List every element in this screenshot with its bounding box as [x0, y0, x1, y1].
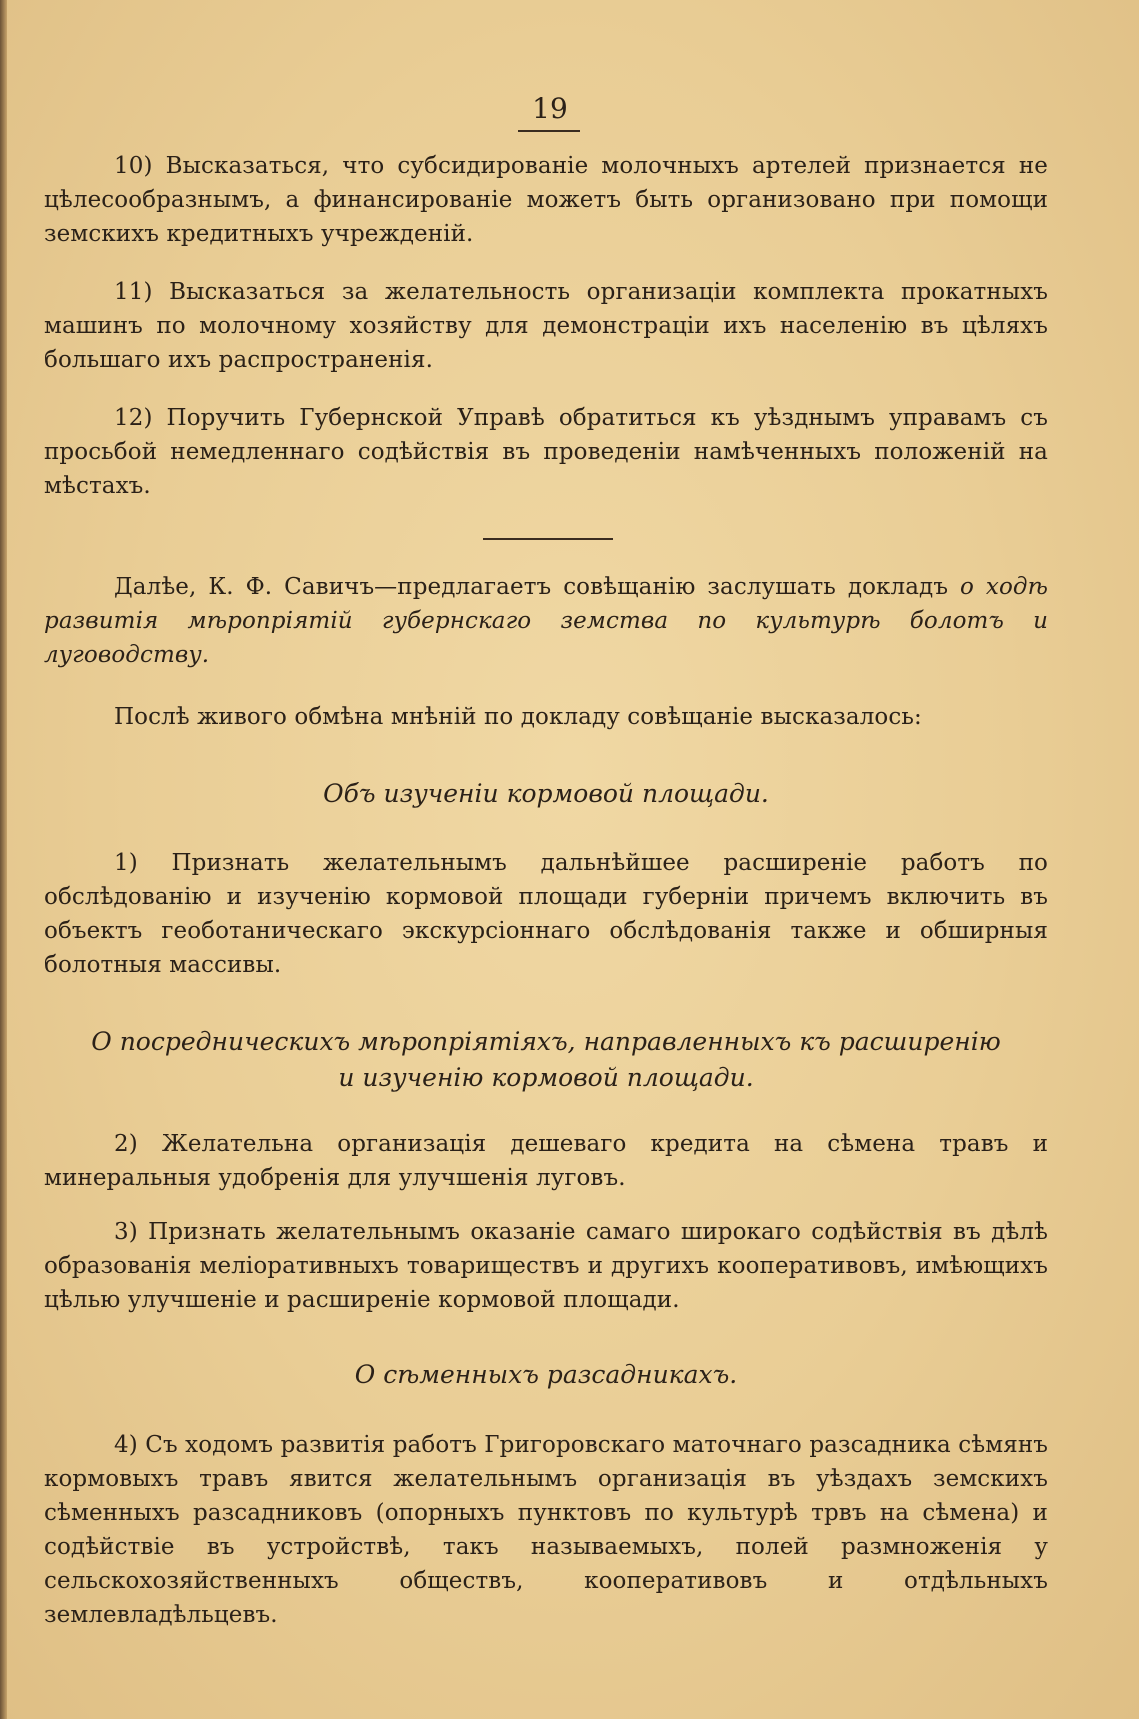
section-divider: [483, 538, 613, 540]
section-heading-intermediary-measures: [44, 1024, 1048, 1096]
page-left-edge: [0, 0, 7, 1719]
page-number-underline: [518, 130, 580, 132]
section-heading-line-2: и изученію кормовой площади.: [338, 1063, 754, 1092]
proposal-paragraph: [44, 570, 1048, 672]
discussion-paragraph: Послѣ живого обмѣна мнѣній по докладу совѣщаніе высказалось:: [114, 704, 922, 730]
proposal-topic: о ходѣ развитія мѣропріятій губернскаго земства по культурѣ болотъ и луговодству.: [44, 574, 1048, 668]
paragraph-12: 12) Поручить Губернской Управѣ обратиться къ уѣзднымъ управамъ съ просьбой немедленнаго содѣйствія въ проведеніи намѣченныхъ положеній на мѣстахъ.: [44, 405, 1048, 499]
paragraph-1: 1) Признать желательнымъ дальнѣйшее расширеніе работъ по обслѣдованію и изученію кормовой площади губерніи причемъ включить въ объектъ геоботаническаго экскурсіоннаго обслѣдованія также и обширныя болотныя массивы.: [44, 850, 1048, 978]
section-heading-line-1: О посредническихъ мѣропріятіяхъ, направленныхъ къ расширенію: [91, 1027, 1001, 1056]
section-heading-forage-study: Объ изученіи кормовой площади.: [323, 779, 769, 808]
paragraph-2: 2) Желательна организація дешеваго кредита на сѣмена травъ и минеральныя удобренія для улучшенія луговъ.: [44, 1131, 1048, 1191]
paragraph-3: 3) Признать желательнымъ оказаніе самаго широкаго содѣйствія въ дѣлѣ образованія меліоративныхъ товариществъ и другихъ кооперативовъ, имѣющихъ цѣлью улучшеніе и расширеніе кормовой площади.: [44, 1219, 1048, 1313]
section-heading-seed-nurseries: О сѣменныхъ разсадникахъ.: [354, 1360, 738, 1389]
page-number: 19: [532, 92, 568, 125]
paragraph-10: 10) Высказаться, что субсидированіе молочныхъ артелей признается не цѣлесообразнымъ, а финансированіе можетъ быть организовано при помощи земскихъ кредитныхъ учрежденій.: [44, 153, 1048, 247]
proposal-intro: Далѣе, К. Ф. Савичъ—предлагаетъ совѣщанію заслушать докладъ: [114, 574, 949, 600]
paragraph-11: 11) Высказаться за желательность организаціи комплекта прокатныхъ машинъ по молочному хозяйству для демонстраціи ихъ населенію въ цѣляхъ большаго ихъ распространенія.: [44, 279, 1048, 373]
paragraph-4: 4) Съ ходомъ развитія работъ Григоровскаго маточнаго разсадника сѣмянъ кормовыхъ травъ явится желательнымъ организація въ уѣздахъ земскихъ сѣменныхъ разсадниковъ (опорныхъ пунктовъ по культурѣ трвъ на сѣмена) и содѣйствіе въ устройствѣ, такъ называемыхъ, полей размноженія у сельскохозяйственныхъ обществъ, кооперативовъ и отдѣльныхъ землевладѣльцевъ.: [44, 1432, 1048, 1628]
